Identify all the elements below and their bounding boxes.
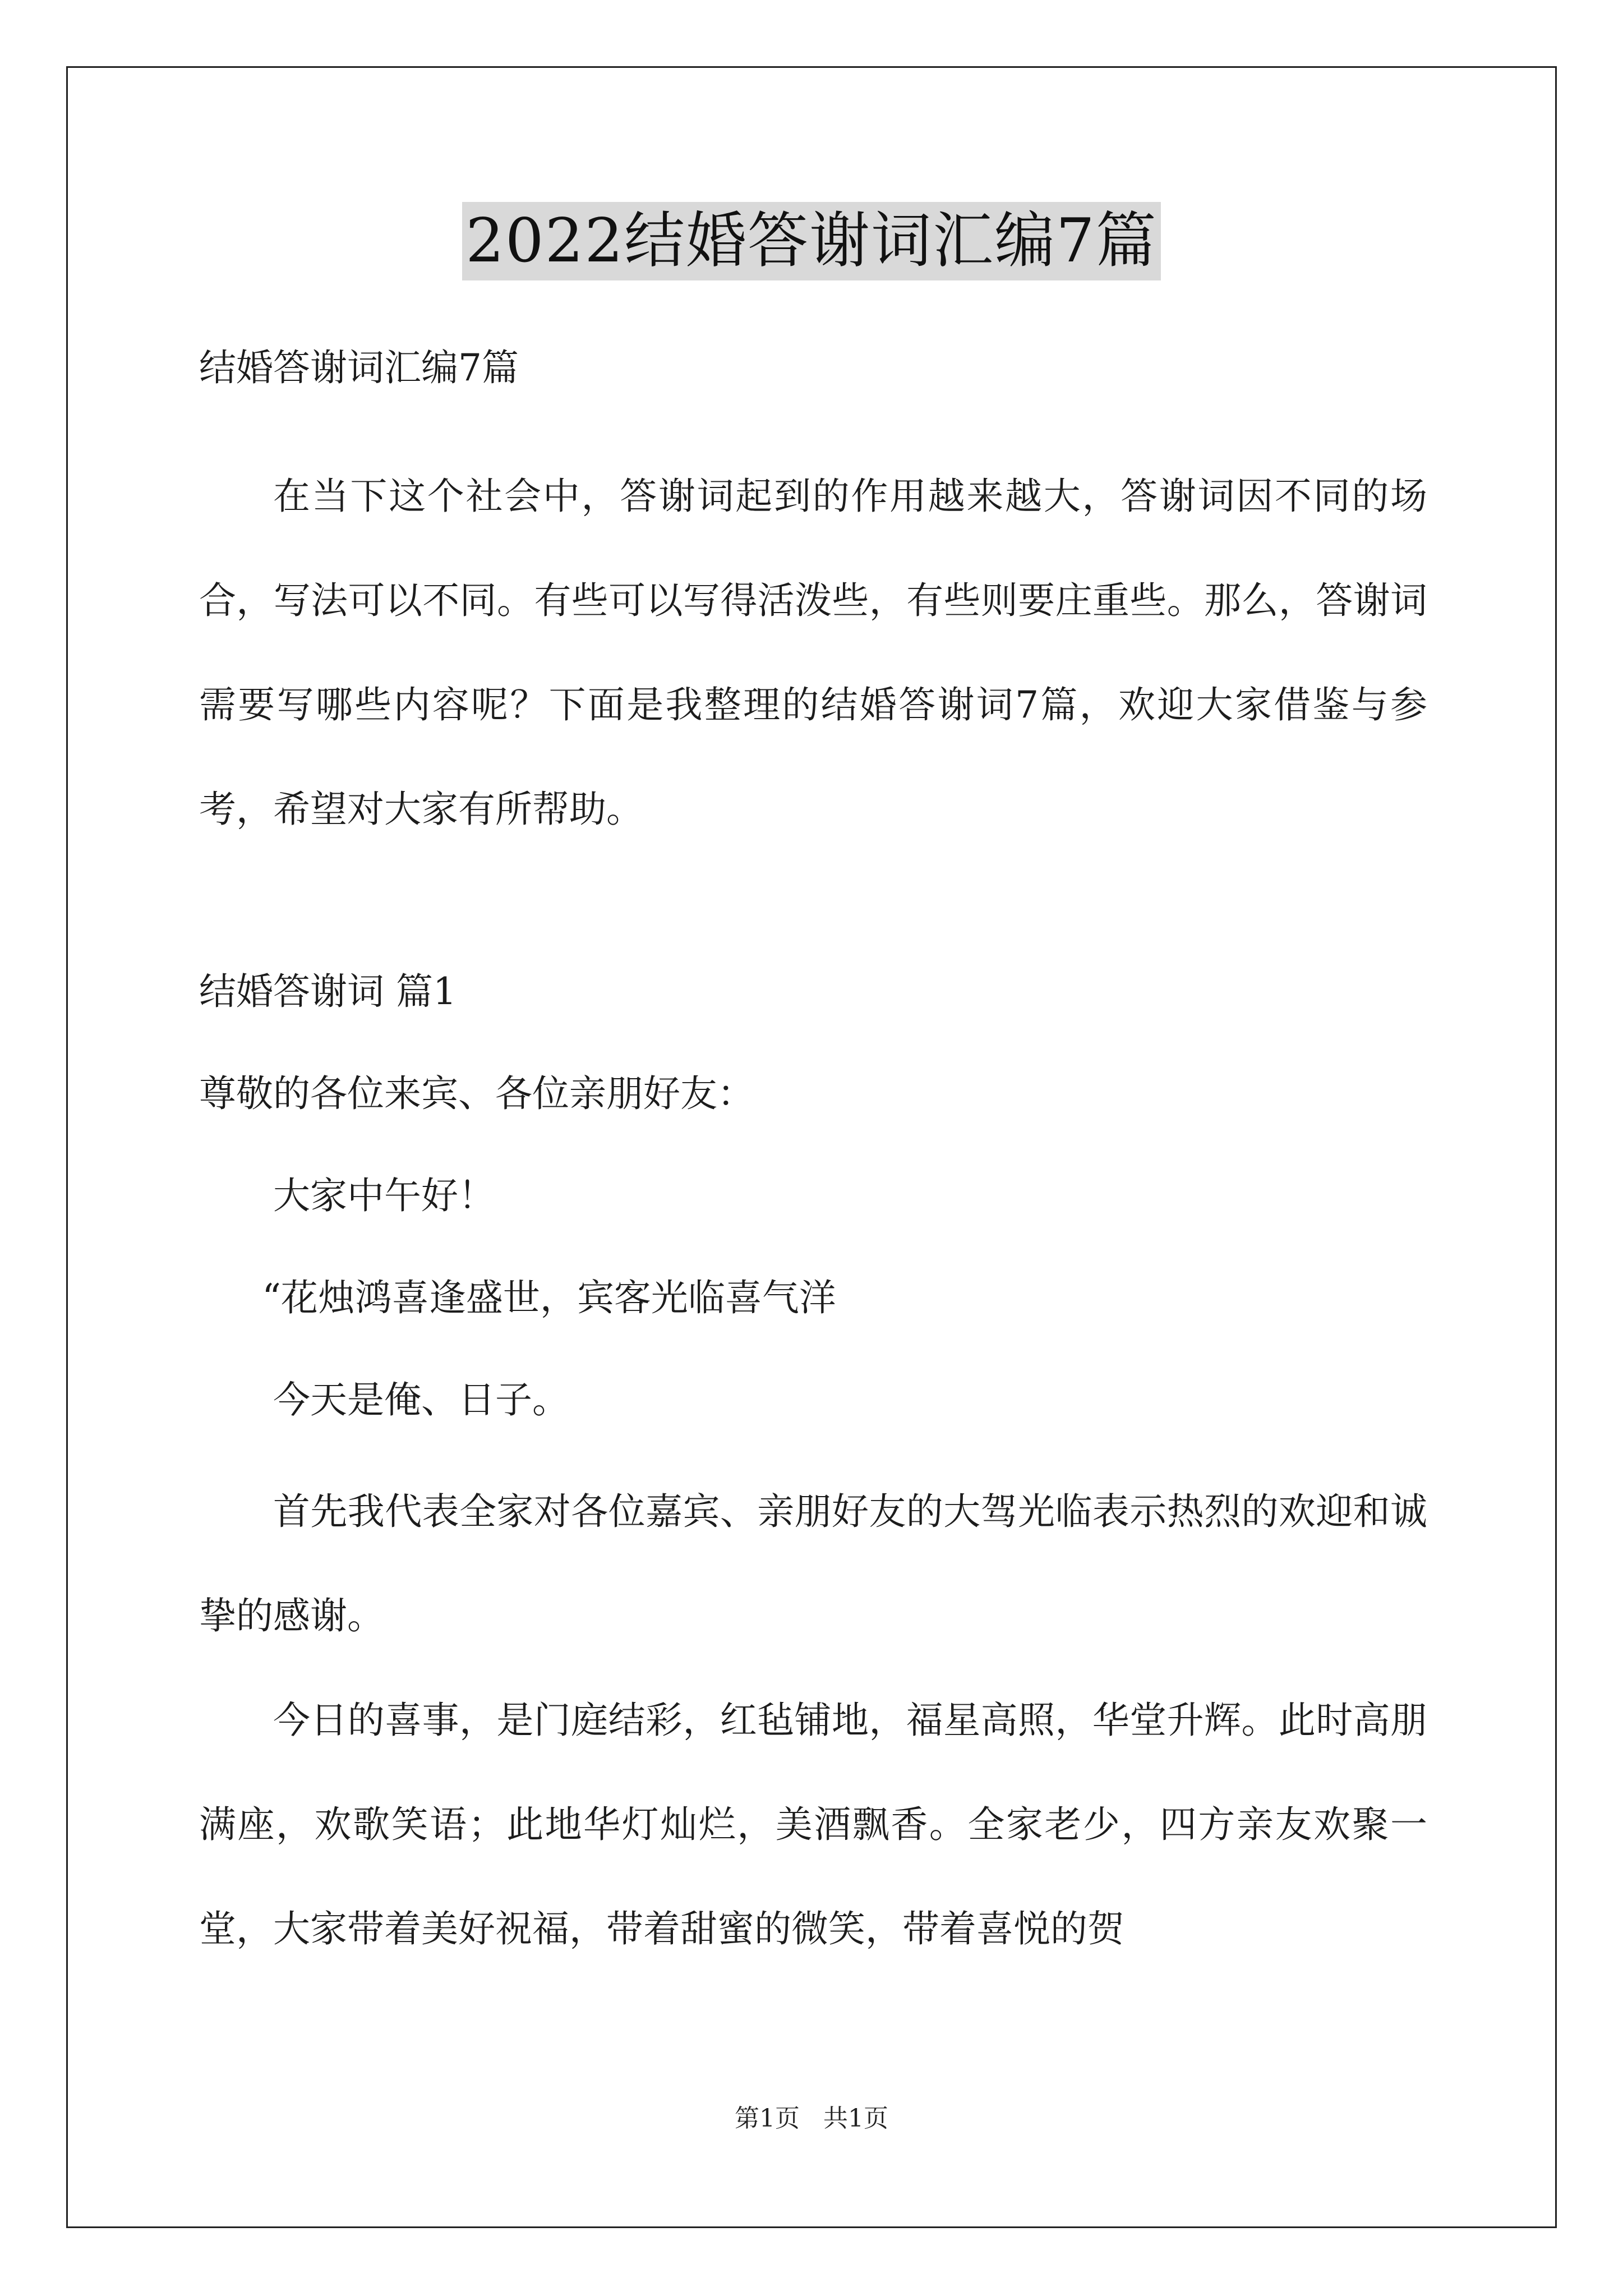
greeting-line: 大家中午好！ <box>273 1174 495 1217</box>
spacer <box>199 1426 1427 1460</box>
spacer <box>199 394 1427 444</box>
page-footer <box>0 2098 1623 2134</box>
total-pages: 共1页 <box>823 2104 888 2133</box>
document-subtitle: 结婚答谢词汇编7篇 <box>199 346 519 389</box>
celebration-paragraph: 今日的喜事，是门庭结彩，红毡铺地，福星高照，华堂升辉。此时高朋满座，欢歌笑语；此地华灯灿烂，美酒飘香。全家老少，四方亲友欢聚一堂，大家带着美好祝福，带着甜蜜的微笑，带着喜悦的贺 <box>199 1699 1427 1950</box>
spacer <box>199 1018 1427 1068</box>
today-line: 今天是俺、日子。 <box>273 1378 569 1421</box>
quote-line: “花烛鸿喜逢盛世，宾客光临喜气洋 <box>262 1276 836 1319</box>
title-container <box>0 202 1623 280</box>
spacer <box>199 1120 1427 1170</box>
spacer <box>199 1222 1427 1272</box>
section-heading: 结婚答谢词 篇1 <box>199 970 457 1013</box>
salutation-line: 尊敬的各位来宾、各位亲朋好友： <box>199 1072 754 1115</box>
page-number: 第1页 <box>735 2104 800 2133</box>
document-title: 2022结婚答谢词汇编7篇 <box>462 202 1161 280</box>
spacer <box>199 862 1427 966</box>
thanks-paragraph: 首先我代表全家对各位嘉宾、亲朋好友的大驾光临表示热烈的欢迎和诚挚的感谢。 <box>199 1490 1427 1637</box>
intro-paragraph: 在当下这个社会中，答谢词起到的作用越来越大，答谢词因不同的场合，写法可以不同。有些可以写得活泼些，有些则要庄重些。那么，答谢词需要写哪些内容呢？下面是我整理的结婚答谢词7篇，欢迎大家借鉴与参考，希望对大家有所帮助。 <box>199 475 1427 831</box>
document-body <box>199 342 1427 1981</box>
spacer <box>199 1324 1427 1374</box>
